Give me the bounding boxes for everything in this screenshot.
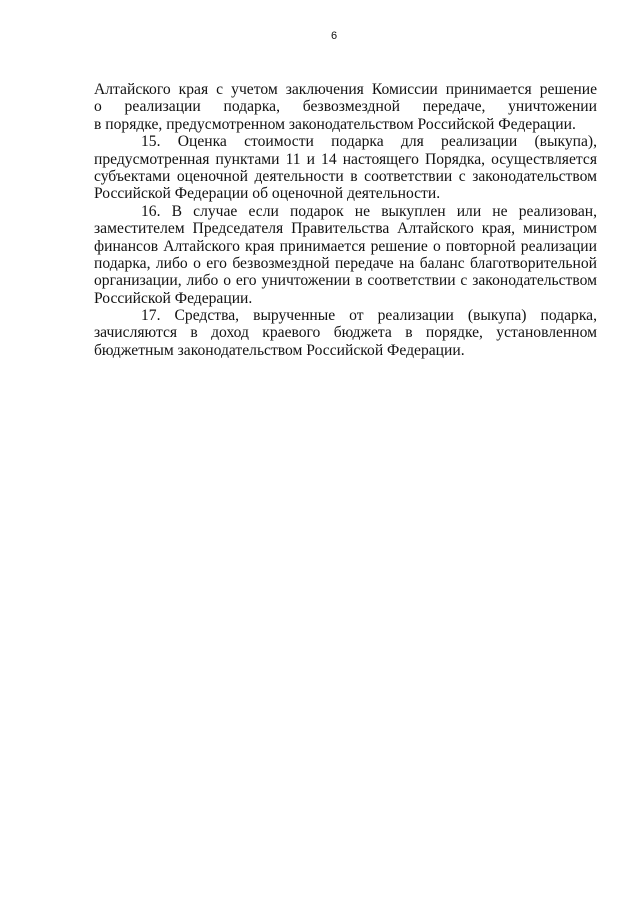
- text-line: 17. Средства, вырученные от реализации (выкупа) подарка,: [141, 307, 597, 325]
- document-body: [94, 81, 597, 359]
- paragraph-item-17: [94, 307, 597, 359]
- paragraph-item-16: [94, 203, 597, 307]
- text-line: зачисляются в доход краевого бюджета в порядке, установленном: [94, 324, 597, 342]
- text-line: 15. Оценка стоимости подарка для реализации (выкупа),: [141, 133, 597, 151]
- paragraph-continuation: [94, 81, 597, 133]
- text-line: в порядке, предусмотренном законодательством Российской Федерации.: [94, 115, 576, 133]
- text-line: 16. В случае если подарок не выкуплен или не реализован,: [141, 202, 597, 220]
- text-line: организации, либо о его уничтожении в соответствии с законодательством: [94, 272, 597, 290]
- text-line: Российской Федерации.: [94, 289, 253, 307]
- text-line: бюджетным законодательством Российской Федерации.: [94, 341, 465, 359]
- text-line: финансов Алтайского края принимается решение о повторной реализации: [94, 237, 597, 255]
- text-line: заместителем Председателя Правительства Алтайского края, министром: [94, 220, 597, 238]
- text-line: предусмотренная пунктами 11 и 14 настоящего Порядка, осуществляется: [94, 150, 597, 168]
- text-line: Алтайского края с учетом заключения Комиссии принимается решение: [94, 81, 597, 98]
- text-line: субъектами оценочной деятельности в соответствии с законодательством: [94, 167, 597, 185]
- text-line: Российской Федерации об оценочной деятельности.: [94, 185, 441, 203]
- page-number: 6: [330, 30, 338, 42]
- text-line: подарка, либо о его безвозмездной передаче на баланс благотворительной: [94, 254, 597, 272]
- text-line: о реализации подарка, безвозмездной передаче, уничтожении: [94, 98, 597, 116]
- paragraph-item-15: [94, 133, 597, 203]
